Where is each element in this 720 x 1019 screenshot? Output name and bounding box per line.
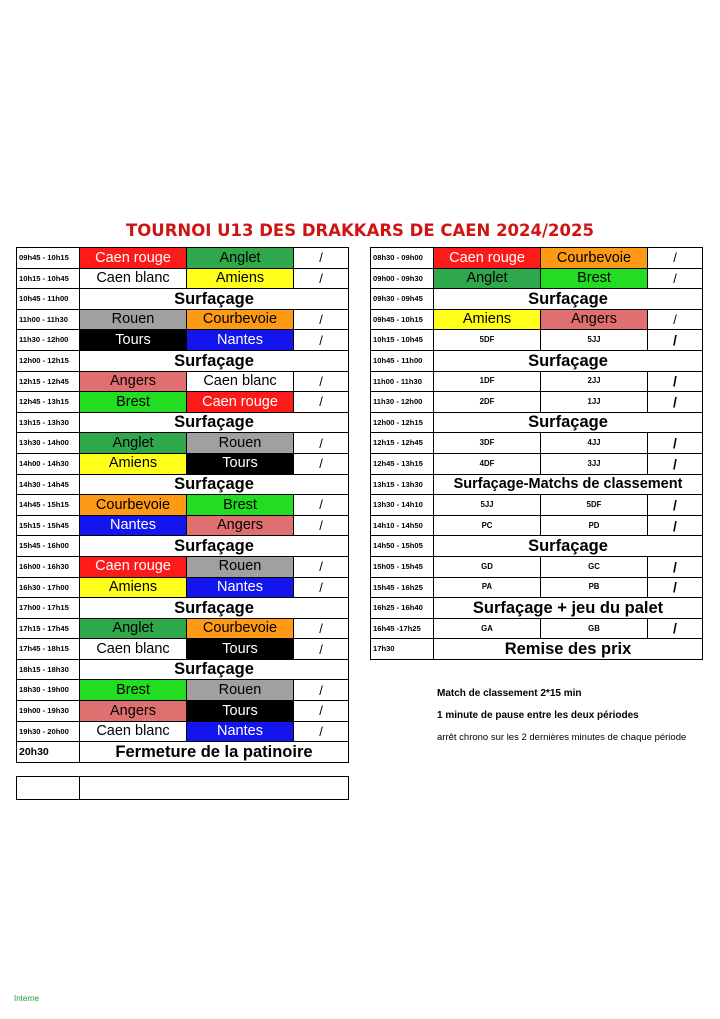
time-slot: 09h00 - 09h30: [371, 268, 434, 289]
match-row: [371, 433, 703, 454]
away-placeholder: 4JJ: [541, 433, 648, 454]
away-team: Brest: [187, 495, 294, 516]
score-separator: /: [294, 453, 349, 474]
time-slot: 13h30 - 14h00: [17, 433, 80, 454]
home-placeholder: GA: [434, 618, 541, 639]
time-slot: 11h00 - 11h30: [371, 371, 434, 392]
event-row: [17, 598, 349, 619]
time-slot: 12h00 - 12h15: [17, 350, 80, 371]
time-slot: 10h45 - 11h00: [17, 289, 80, 310]
event-label: Remise des prix: [434, 639, 703, 660]
home-placeholder: PA: [434, 577, 541, 598]
match-row: [371, 453, 703, 474]
match-row: [17, 495, 349, 516]
score-separator: /: [294, 701, 349, 722]
time-slot: 12h45 - 13h15: [17, 392, 80, 413]
time-slot: 10h15 - 10h45: [17, 268, 80, 289]
score-separator: /: [648, 309, 703, 330]
note-pause: 1 minute de pause entre les deux périodes: [437, 710, 639, 721]
home-team: Amiens: [80, 577, 187, 598]
time-slot: 20h30: [17, 742, 80, 763]
time-slot: 12h00 - 12h15: [371, 412, 434, 433]
time-slot: 17h45 - 18h15: [17, 639, 80, 660]
time-slot: 09h45 - 10h15: [17, 248, 80, 269]
time-slot: 14h00 - 14h30: [17, 453, 80, 474]
time-slot: 15h45 - 16h00: [17, 536, 80, 557]
away-team: Nantes: [187, 721, 294, 742]
time-slot: 15h05 - 15h45: [371, 556, 434, 577]
event-row: [17, 474, 349, 495]
home-team: Amiens: [434, 309, 541, 330]
time-slot: 09h45 - 10h15: [371, 309, 434, 330]
match-row: [371, 371, 703, 392]
empty-cell: [80, 777, 349, 800]
home-team: Tours: [80, 330, 187, 351]
score-separator: /: [294, 515, 349, 536]
home-team: Caen blanc: [80, 639, 187, 660]
score-separator: /: [648, 330, 703, 351]
score-separator: /: [648, 495, 703, 516]
time-slot: 13h15 - 13h30: [371, 474, 434, 495]
home-placeholder: 2DF: [434, 392, 541, 413]
score-separator: /: [648, 268, 703, 289]
time-slot: 13h30 - 14h10: [371, 495, 434, 516]
home-placeholder: PC: [434, 515, 541, 536]
away-placeholder: 1JJ: [541, 392, 648, 413]
time-slot: 17h00 - 17h15: [17, 598, 80, 619]
home-team: Anglet: [434, 268, 541, 289]
score-separator: /: [294, 680, 349, 701]
event-row: [371, 289, 703, 310]
event-label: Surfaçage: [434, 412, 703, 433]
score-separator: /: [294, 248, 349, 269]
match-row: [371, 330, 703, 351]
score-separator: /: [294, 268, 349, 289]
match-row: [371, 495, 703, 516]
match-row: [17, 701, 349, 722]
home-team: Angers: [80, 701, 187, 722]
home-team: Nantes: [80, 515, 187, 536]
score-separator: /: [648, 577, 703, 598]
score-separator: /: [294, 721, 349, 742]
event-label: Surfaçage: [80, 659, 349, 680]
time-slot: 12h45 - 13h15: [371, 453, 434, 474]
score-separator: /: [648, 248, 703, 269]
away-team: Caen blanc: [187, 371, 294, 392]
score-separator: /: [648, 618, 703, 639]
match-row: [17, 618, 349, 639]
score-separator: /: [294, 392, 349, 413]
time-slot: 19h00 - 19h30: [17, 701, 80, 722]
time-slot: 16h00 - 16h30: [17, 556, 80, 577]
event-label: Surfaçage: [434, 350, 703, 371]
time-slot: 10h15 - 10h45: [371, 330, 434, 351]
away-team: Tours: [187, 453, 294, 474]
event-label: Surfaçage: [80, 289, 349, 310]
time-slot: 18h30 - 19h00: [17, 680, 80, 701]
time-slot: 14h30 - 14h45: [17, 474, 80, 495]
score-separator: /: [648, 515, 703, 536]
event-row: [17, 536, 349, 557]
event-label: Surfaçage-Matchs de classement: [434, 474, 703, 495]
home-placeholder: GD: [434, 556, 541, 577]
home-placeholder: 4DF: [434, 453, 541, 474]
event-label: Surfaçage: [434, 536, 703, 557]
time-slot: 16h45 -17h25: [371, 618, 434, 639]
match-row: [17, 556, 349, 577]
home-team: Caen blanc: [80, 268, 187, 289]
note-classement: Match de classement 2*15 min: [437, 688, 582, 699]
match-row: [371, 618, 703, 639]
away-team: Nantes: [187, 577, 294, 598]
time-slot: 09h30 - 09h45: [371, 289, 434, 310]
score-separator: /: [294, 639, 349, 660]
match-row: [371, 268, 703, 289]
time-slot: 11h30 - 12h00: [371, 392, 434, 413]
home-team: Caen blanc: [80, 721, 187, 742]
score-separator: /: [648, 556, 703, 577]
home-placeholder: 5DF: [434, 330, 541, 351]
event-row: [371, 474, 703, 495]
away-team: Courbevoie: [187, 618, 294, 639]
away-team: Rouen: [187, 433, 294, 454]
home-team: Courbevoie: [80, 495, 187, 516]
event-label: Surfaçage: [80, 350, 349, 371]
match-row: [17, 268, 349, 289]
event-row: [371, 536, 703, 557]
time-slot: 17h15 - 17h45: [17, 618, 80, 639]
match-row: [17, 330, 349, 351]
empty-cell: [17, 777, 80, 800]
match-row: [17, 433, 349, 454]
time-slot: 18h15 - 18h30: [17, 659, 80, 680]
away-team: Angers: [541, 309, 648, 330]
time-slot: 12h15 - 12h45: [371, 433, 434, 454]
away-team: Courbevoie: [541, 248, 648, 269]
score-separator: /: [294, 330, 349, 351]
time-slot: 08h30 - 09h00: [371, 248, 434, 269]
event-label: Surfaçage: [80, 412, 349, 433]
event-label: Surfaçage: [80, 536, 349, 557]
home-team: Caen rouge: [434, 248, 541, 269]
time-slot: 11h00 - 11h30: [17, 309, 80, 330]
footer-label: Interne: [14, 994, 39, 1003]
away-placeholder: 3JJ: [541, 453, 648, 474]
event-row: [371, 598, 703, 619]
time-slot: 15h15 - 15h45: [17, 515, 80, 536]
home-team: Amiens: [80, 453, 187, 474]
match-row: [371, 309, 703, 330]
event-label: Fermeture de la patinoire: [80, 742, 349, 763]
away-team: Brest: [541, 268, 648, 289]
away-team: Rouen: [187, 680, 294, 701]
event-row: [371, 639, 703, 660]
home-team: Brest: [80, 680, 187, 701]
score-separator: /: [648, 433, 703, 454]
match-row: [371, 515, 703, 536]
away-team: Tours: [187, 639, 294, 660]
time-slot: 11h30 - 12h00: [17, 330, 80, 351]
match-row: [371, 392, 703, 413]
schedule-table-day1: [16, 247, 349, 763]
home-team: Anglet: [80, 433, 187, 454]
home-placeholder: 5JJ: [434, 495, 541, 516]
time-slot: 14h50 - 15h05: [371, 536, 434, 557]
empty-table: [16, 776, 349, 800]
match-row: [371, 577, 703, 598]
event-label: Surfaçage: [434, 289, 703, 310]
time-slot: 17h30: [371, 639, 434, 660]
away-placeholder: PB: [541, 577, 648, 598]
event-label: Surfaçage: [80, 598, 349, 619]
match-row: [371, 248, 703, 269]
home-team: Caen rouge: [80, 556, 187, 577]
score-separator: /: [294, 371, 349, 392]
score-separator: /: [294, 309, 349, 330]
score-separator: /: [294, 495, 349, 516]
event-row: [371, 350, 703, 371]
away-placeholder: 5DF: [541, 495, 648, 516]
match-row: [17, 577, 349, 598]
match-row: [17, 721, 349, 742]
match-row: [371, 556, 703, 577]
match-row: [17, 309, 349, 330]
score-separator: /: [648, 453, 703, 474]
event-row: [17, 659, 349, 680]
score-separator: /: [648, 392, 703, 413]
note-chrono: arrêt chrono sur les 2 dernières minutes de chaque période: [437, 732, 687, 743]
score-separator: /: [294, 433, 349, 454]
match-row: [17, 371, 349, 392]
event-row: [17, 350, 349, 371]
time-slot: 15h45 - 16h25: [371, 577, 434, 598]
match-row: [17, 515, 349, 536]
event-row: [17, 412, 349, 433]
time-slot: 14h10 - 14h50: [371, 515, 434, 536]
away-team: Courbevoie: [187, 309, 294, 330]
home-placeholder: 3DF: [434, 433, 541, 454]
time-slot: 10h45 - 11h00: [371, 350, 434, 371]
away-placeholder: GB: [541, 618, 648, 639]
match-row: [17, 392, 349, 413]
away-team: Anglet: [187, 248, 294, 269]
event-row: [371, 412, 703, 433]
empty-row: [17, 777, 349, 800]
home-team: Angers: [80, 371, 187, 392]
time-slot: 16h25 - 16h40: [371, 598, 434, 619]
away-team: Nantes: [187, 330, 294, 351]
event-label: Surfaçage + jeu du palet: [434, 598, 703, 619]
away-team: Tours: [187, 701, 294, 722]
page-title: TOURNOI U13 DES DRAKKARS DE CAEN 2024/2025: [126, 221, 594, 240]
match-row: [17, 248, 349, 269]
home-team: Anglet: [80, 618, 187, 639]
away-team: Amiens: [187, 268, 294, 289]
score-separator: /: [294, 618, 349, 639]
away-placeholder: 2JJ: [541, 371, 648, 392]
home-team: Rouen: [80, 309, 187, 330]
score-separator: /: [648, 371, 703, 392]
score-separator: /: [294, 577, 349, 598]
time-slot: 12h15 - 12h45: [17, 371, 80, 392]
event-row: [17, 742, 349, 763]
time-slot: 13h15 - 13h30: [17, 412, 80, 433]
away-placeholder: GC: [541, 556, 648, 577]
time-slot: 16h30 - 17h00: [17, 577, 80, 598]
time-slot: 14h45 - 15h15: [17, 495, 80, 516]
away-team: Rouen: [187, 556, 294, 577]
event-row: [17, 289, 349, 310]
match-row: [17, 680, 349, 701]
event-label: Surfaçage: [80, 474, 349, 495]
away-team: Angers: [187, 515, 294, 536]
away-placeholder: 5JJ: [541, 330, 648, 351]
match-row: [17, 453, 349, 474]
match-row: [17, 639, 349, 660]
score-separator: /: [294, 556, 349, 577]
home-team: Caen rouge: [80, 248, 187, 269]
schedule-table-day2: [370, 247, 703, 660]
away-placeholder: PD: [541, 515, 648, 536]
away-team: Caen rouge: [187, 392, 294, 413]
time-slot: 19h30 - 20h00: [17, 721, 80, 742]
home-team: Brest: [80, 392, 187, 413]
home-placeholder: 1DF: [434, 371, 541, 392]
